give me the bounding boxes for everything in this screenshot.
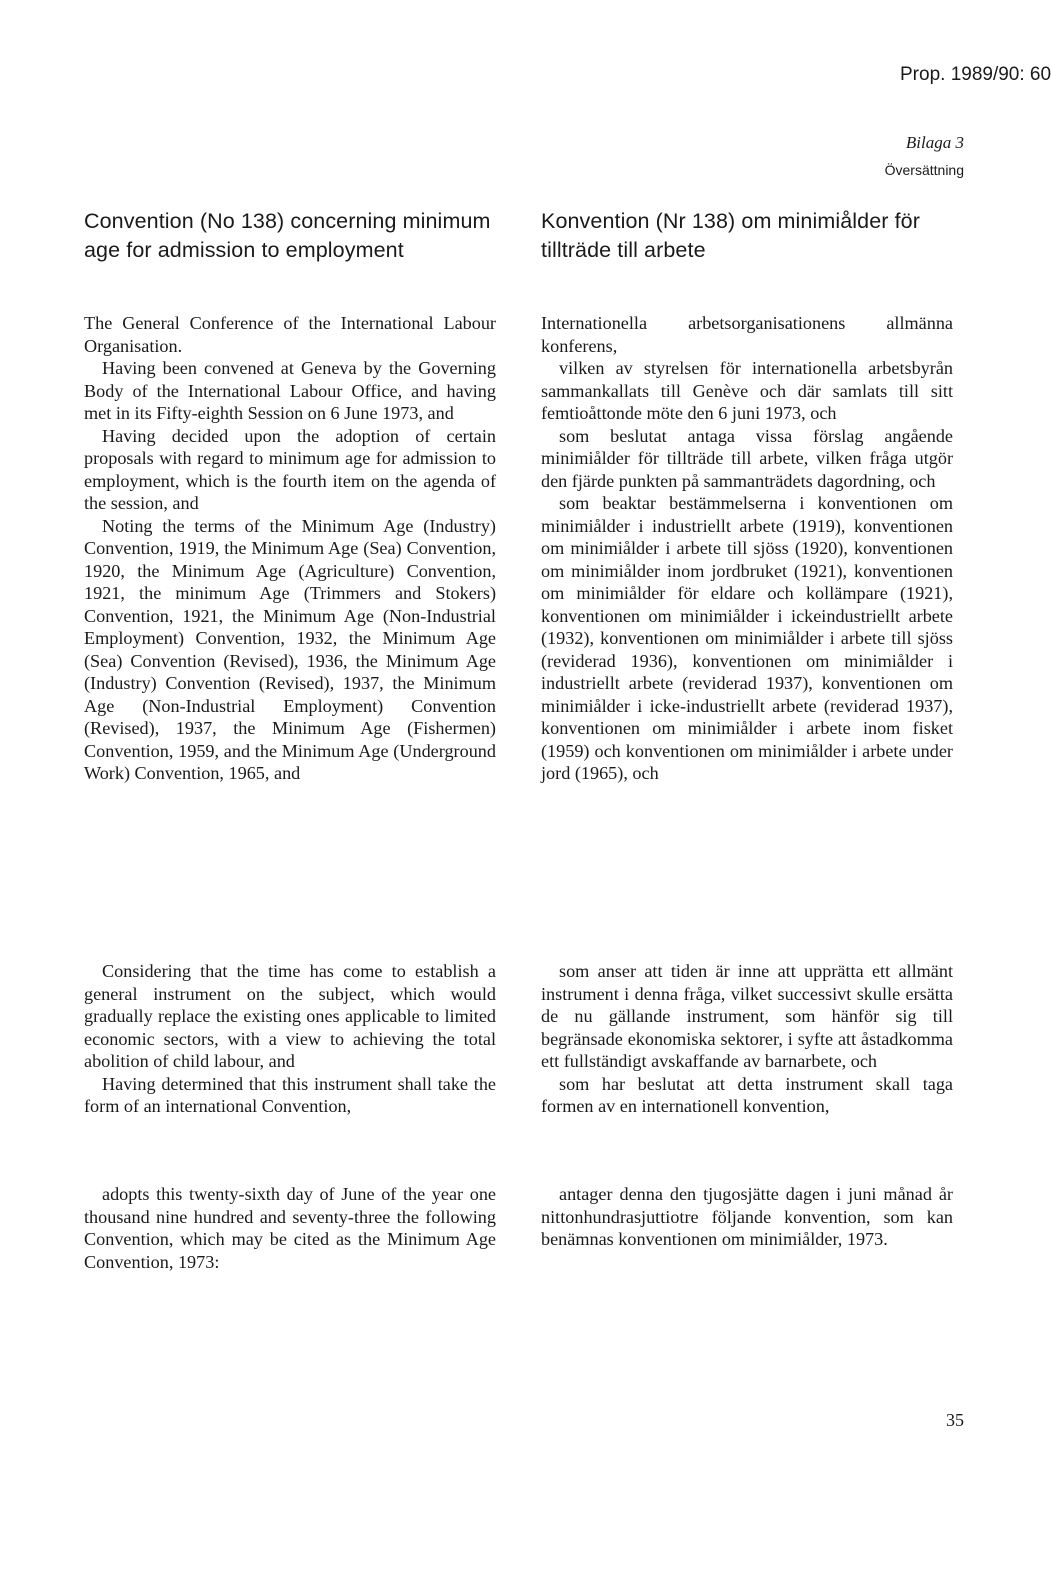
page-number: 35	[946, 1410, 964, 1430]
swedish-paragraph: som beslutat antaga vissa förslag angående minimiålder för tillträde till arbete, vilken fråga utgör den fjärde punkten på sammanträdets dagordning, och	[541, 425, 953, 491]
english-paragraph: adopts this twenty-sixth day of June of the year one thousand nine hundred and seventy-three the following Convention, which may be cited as the Minimum Age Convention, 1973:	[84, 1184, 496, 1272]
swedish-title: Konvention (Nr 138) om minimiålder för tillträde till arbete	[541, 209, 920, 262]
english-paragraph: The General Conference of the International Labour Organisation.	[84, 313, 496, 356]
swedish-preamble	[541, 312, 953, 785]
english-paragraph: Having been convened at Geneva by the Governing Body of the International Labour Office, and having met in its Fifty-eighth Session on 6 June 1973, and	[84, 358, 496, 423]
swedish-considerations	[541, 960, 953, 1118]
english-adoption	[84, 1183, 496, 1273]
swedish-paragraph: vilken av styrelsen för internationella arbetsbyrån sammankallats till Genève och där samlats till sitt femtioåttonde möte den 6 juni 1973, och	[541, 358, 953, 423]
english-considerations	[84, 960, 496, 1118]
swedish-paragraph: antager denna den tjugosjätte dagen i juni månad år nittonhundrasjuttiotre följande konvention, som kan benämnas konventionen om minimiålder, 1973.	[541, 1184, 953, 1249]
english-paragraph: Having decided upon the adoption of certain proposals with regard to minimum age for admission to employment, which is the fourth item on the agenda of the session, and	[84, 425, 496, 513]
english-paragraph: Having determined that this instrument shall take the form of an international Convention,	[84, 1073, 496, 1116]
english-preamble	[84, 312, 496, 785]
swedish-paragraph: Internationella arbetsorganisationens allmänna konferens,	[541, 313, 953, 356]
english-paragraph: Noting the terms of the Minimum Age (Industry) Convention, 1919, the Minimum Age (Sea) Convention, 1920, the Minimum Age (Agriculture) Convention, 1921, the minimum Age (Trimmers and Stokers) Convention, 1921, the Minimum Age (Non-Industrial Employment) Convention, 1932, the Minimum Age (Sea) Convention (Revised), 1936, the Minimum Age (Industry) Convention (Revised), 1937, the Minimum Age (Non-Industrial Employment) Convention (Revised), 1937, the Minimum Age (Fishermen) Convention, 1959, and the Minimum Age (Underground Work) Convention, 1965, and	[84, 515, 496, 783]
swedish-paragraph: som anser att tiden är inne att upprätta ett allmänt instrument i denna fråga, vilket successivt skulle ersätta de nu gällande instrument, som hänför sig till begränsade ekonomiska sektorer, i syfte att åstadkomma ett fullständigt avskaffande av barnarbete, och	[541, 961, 953, 1071]
swedish-adoption	[541, 1183, 953, 1251]
english-title: Convention (No 138) concerning minimum age for admission to employment	[84, 209, 491, 262]
english-paragraph: Considering that the time has come to establish a general instrument on the subject, which would gradually replace the existing ones applicable to limited economic sectors, with a view to achieving the total abolition of child labour, and	[84, 961, 496, 1071]
appendix-label: Bilaga 3	[905, 133, 964, 152]
document-reference: Prop. 1989/90: 60	[900, 64, 1051, 85]
translation-label: Översättning	[884, 162, 964, 178]
swedish-paragraph: som beaktar bestämmelserna i konventionen om minimiålder i industriellt arbete (1919), konventionen om minimiålder i arbete till sjöss (1920), konventionen om minimiålder inom jordbruket (1921), konventionen om minimiålder för eldare och kollämpare (1921), konventionen om minimiålder i ickeindustriellt arbete (1932), konventionen om minimiålder i arbete till sjöss (reviderad 1936), konventionen om minimiålder i industriellt arbete (reviderad 1937), konventionen om minimiålder i icke-industriellt arbete (reviderad 1937), konventionen om minimiålder i arbete inom fisket (1959) och konventionen om minimiålder i arbete under jord (1965), och	[541, 493, 953, 783]
swedish-paragraph: som har beslutat att detta instrument skall taga formen av en internationell konvention,	[541, 1073, 953, 1116]
